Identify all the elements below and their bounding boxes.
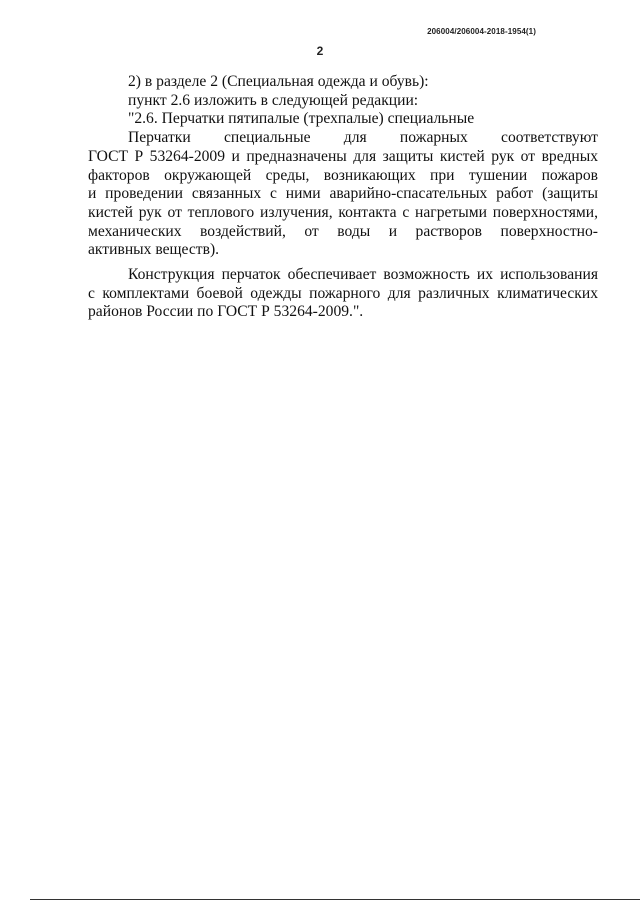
bottom-border (30, 899, 640, 900)
text-line: ГОСТ Р 53264-2009 и предназначены для защиты кистей рук от вредных (88, 147, 598, 165)
text-line: пункт 2.6 изложить в следующей редакции: (128, 91, 419, 109)
text-line: 2) в разделе 2 (Специальная одежда и обувь): (128, 73, 429, 90)
text-line: механических воздействий, от воды и растворов поверхностно- (88, 222, 598, 240)
document-id: 206004/206004-2018-1954(1) (427, 27, 536, 36)
text-line: Перчатки специальные для пожарных соответствуют (128, 129, 598, 147)
text-line: с комплектами боевой одежды пожарного для различных климатических (88, 284, 598, 302)
text-line: "2.6. Перчатки пятипалые (трехпалые) специальные (128, 110, 475, 128)
text-line: факторов окружающей среды, возникающих при тушении пожаров (88, 166, 598, 184)
document-body (88, 73, 598, 322)
text-line: кистей рук от теплового излучения, контакта с нагретыми поверхностями, (88, 203, 598, 221)
text-line: и проведении связанных с ними аварийно-спасательных работ (защиты (88, 185, 598, 203)
page-number: 2 (316, 44, 324, 58)
text-line: активных веществ). (88, 241, 220, 259)
text-line: районов России по ГОСТ Р 53264-2009.". (88, 303, 364, 321)
text-line: Конструкция перчаток обеспечивает возможность их использования (128, 266, 598, 284)
